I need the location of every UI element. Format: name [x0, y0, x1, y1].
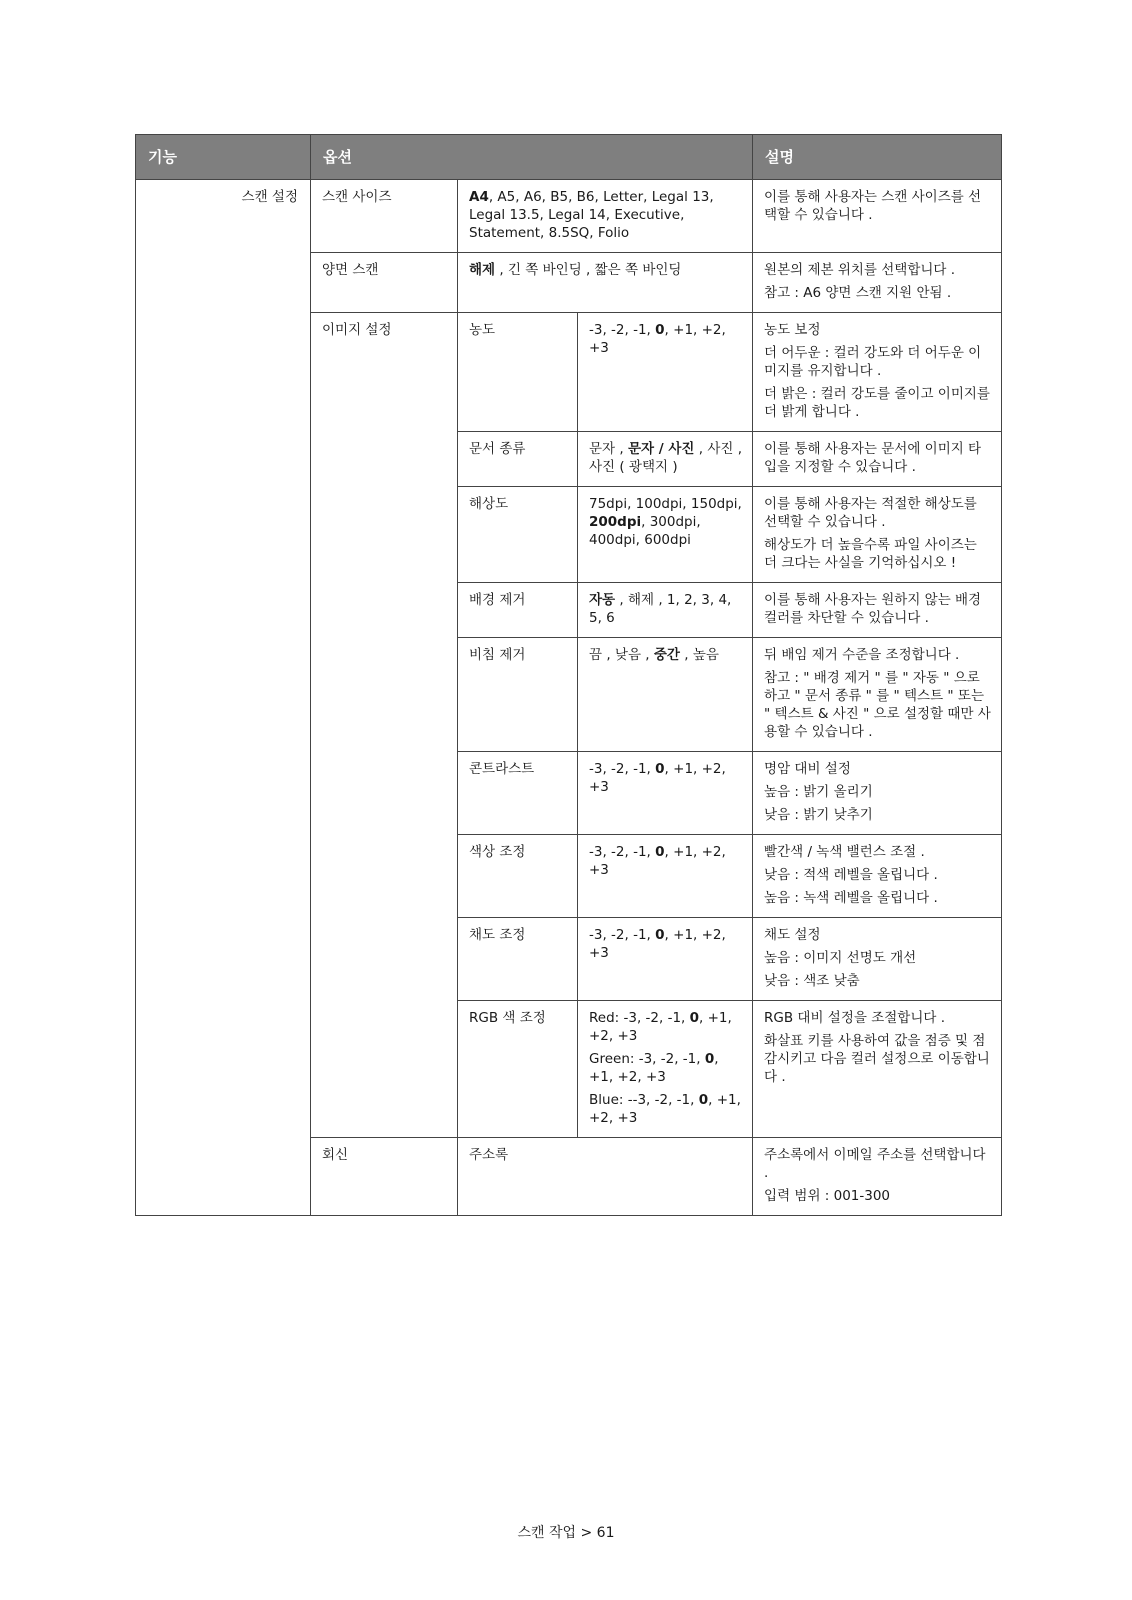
header-feature: 기능 [136, 135, 311, 180]
option-description: 명암 대비 설정 높음 : 밝기 올리기 낮음 : 밝기 낮추기 [753, 752, 1002, 835]
page-footer: 스캔 작업 > 61 [517, 1525, 615, 1541]
sub-option-label: RGB 색 조정 [458, 1001, 578, 1138]
option-description: 채도 설정 높음 : 이미지 선명도 개선 낮음 : 색조 낮춤 [753, 918, 1002, 1001]
sub-option-value: 자동 , 해제 , 1, 2, 3, 4, 5, 6 [578, 583, 753, 638]
sub-option-value: -3, -2, -1, 0, +1, +2, +3 [578, 313, 753, 432]
sub-option-label: 비침 제거 [458, 638, 578, 752]
option-description: 이를 통해 사용자는 스캔 사이즈를 선택할 수 있습니다 . [753, 180, 1002, 253]
option-description: 농도 보정 더 어두운 : 컬러 강도와 더 어두운 이미지를 유지합니다 . 더 밝은 : 컬러 강도를 줄이고 이미지를 더 밝게 합니다 . [753, 313, 1002, 432]
option-label-image-settings: 이미지 설정 [311, 313, 458, 1138]
settings-table [135, 134, 1002, 1216]
header-option: 옵션 [311, 135, 753, 180]
sub-option-value: 끔 , 낮음 , 중간 , 높음 [578, 638, 753, 752]
option-description: 원본의 제본 위치를 선택합니다 . 참고 : A6 양면 스캔 지원 안됨 . [753, 253, 1002, 313]
option-value: A4, A5, A6, B5, B6, Letter, Legal 13, Legal 13.5, Legal 14, Executive, Statement, 8.5SQ, Folio [458, 180, 753, 253]
table-row [136, 180, 1002, 253]
sub-option-value: 문자 , 문자 / 사진 , 사진 , 사진 ( 광택지 ) [578, 432, 753, 487]
sub-option-label: 농도 [458, 313, 578, 432]
header-description: 설명 [753, 135, 1002, 180]
sub-option-value: -3, -2, -1, 0, +1, +2, +3 [578, 918, 753, 1001]
sub-option-label: 배경 제거 [458, 583, 578, 638]
sub-option-value: Red: -3, -2, -1, 0, +1, +2, +3 Green: -3, -2, -1, 0, +1, +2, +3 Blue: --3, -2, -1, 0, +1, +2, +3 [578, 1001, 753, 1138]
sub-option-label: 콘트라스트 [458, 752, 578, 835]
option-label: 양면 스캔 [311, 253, 458, 313]
option-description: 이를 통해 사용자는 적절한 해상도를 선택할 수 있습니다 . 해상도가 더 높을수록 파일 사이즈는 더 크다는 사실을 기억하십시오 ! [753, 487, 1002, 583]
sub-option-value: -3, -2, -1, 0, +1, +2, +3 [578, 752, 753, 835]
sub-option-value: -3, -2, -1, 0, +1, +2, +3 [578, 835, 753, 918]
option-description: 주소록에서 이메일 주소를 선택합니다 . 입력 범위 : 001-300 [753, 1138, 1002, 1216]
sub-option-label: 색상 조정 [458, 835, 578, 918]
option-value: 해제 , 긴 쪽 바인딩 , 짧은 쪽 바인딩 [458, 253, 753, 313]
option-value: 주소록 [458, 1138, 753, 1216]
option-label: 회신 [311, 1138, 458, 1216]
option-description: 이를 통해 사용자는 원하지 않는 배경 컬러를 차단할 수 있습니다 . [753, 583, 1002, 638]
option-description: 빨간색 / 녹색 밸런스 조절 . 낮음 : 적색 레벨을 올립니다 . 높음 : 녹색 레벨을 올립니다 . [753, 835, 1002, 918]
option-description: 뒤 배임 제거 수준을 조정합니다 . 참고 : " 배경 제거 " 를 " 자동 " 으로 하고 " 문서 종류 " 를 " 텍스트 " 또는 " 텍스트 & 사진 " 으로 설정할 때만 사용할 수 있습니다 . [753, 638, 1002, 752]
sub-option-value: 75dpi, 100dpi, 150dpi, 200dpi, 300dpi, 400dpi, 600dpi [578, 487, 753, 583]
sub-option-label: 문서 종류 [458, 432, 578, 487]
header-row [136, 135, 1002, 180]
option-description: 이를 통해 사용자는 문서에 이미지 타입을 지정할 수 있습니다 . [753, 432, 1002, 487]
option-label: 스캔 사이즈 [311, 180, 458, 253]
feature-scan-settings: 스캔 설정 [136, 180, 311, 1216]
sub-option-label: 채도 조정 [458, 918, 578, 1001]
sub-option-label: 해상도 [458, 487, 578, 583]
option-description: RGB 대비 설정을 조절합니다 . 화살표 키를 사용하여 값을 점증 및 점감시키고 다음 컬러 설정으로 이동합니다 . [753, 1001, 1002, 1138]
